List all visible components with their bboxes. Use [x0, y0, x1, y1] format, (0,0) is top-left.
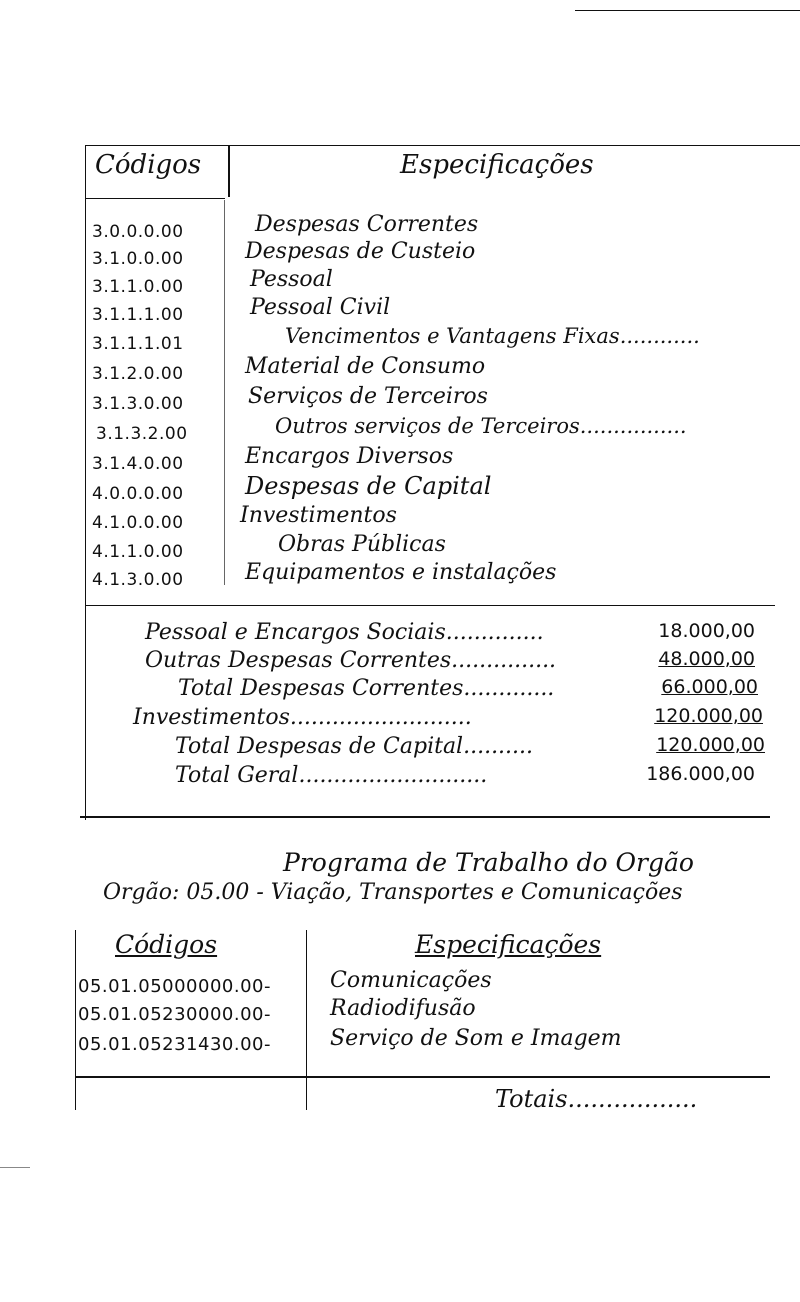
summary-amount: 18.000,00	[658, 620, 755, 642]
table1-row-code: 3.1.1.0.00	[92, 277, 184, 297]
table1-bottom-rule	[85, 605, 775, 606]
table1-top-border	[85, 145, 800, 146]
table2-header-code: Códigos	[115, 930, 218, 959]
table2-row-spec: Serviço de Som e Imagem	[330, 1026, 622, 1051]
table1-row-code: 3.1.2.0.00	[92, 364, 184, 384]
table1-row-spec: Pessoal	[250, 267, 333, 292]
table1-header-rule	[85, 198, 225, 199]
table1-row-code: 3.0.0.0.00	[92, 222, 184, 242]
table1-row-spec: Pessoal Civil	[250, 295, 391, 320]
table1-row-spec: Vencimentos e Vantagens Fixas............	[285, 324, 700, 348]
table1-row-spec: Obras Públicas	[278, 532, 446, 557]
table1-row-spec: Despesas de Capital	[245, 472, 492, 500]
table1-row-code: 3.1.1.1.01	[92, 334, 184, 354]
summary-label: Total Despesas Correntes.............	[178, 676, 555, 701]
summary-row	[175, 734, 765, 759]
summary-left-border	[85, 605, 86, 820]
table1-row-spec: Investimentos	[240, 503, 397, 528]
table1-row-code: 3.1.4.0.00	[92, 454, 184, 474]
summary-amount: 48.000,00	[658, 648, 755, 670]
table1-column-divider	[228, 145, 230, 197]
table1-row-spec: Material de Consumo	[245, 354, 486, 379]
table2-bottom-rule	[75, 1076, 770, 1078]
program-subtitle: Orgão: 05.00 - Viação, Transportes e Comunicações	[103, 880, 683, 905]
summary-amount: 120.000,00	[654, 705, 763, 727]
summary-label: Pessoal e Encargos Sociais..............	[145, 620, 544, 645]
table1-row-code: 4.1.3.0.00	[92, 570, 184, 590]
table1-row-spec: Equipamentos e instalações	[245, 560, 557, 585]
table2-row-spec: Radiodifusão	[330, 996, 476, 1021]
table1-left-border	[85, 145, 86, 605]
summary-label: Investimentos..........................	[133, 705, 472, 730]
table2-totals-label: Totais.................	[495, 1085, 698, 1113]
table1-header-code: Códigos	[95, 150, 202, 180]
summary-amount: 120.000,00	[656, 734, 765, 756]
summary-label: Total Geral...........................	[175, 763, 488, 788]
table2-row-code: 05.01.05231430.00-	[78, 1034, 271, 1055]
summary-row	[178, 676, 758, 701]
summary-row	[133, 705, 763, 730]
top-rule	[575, 10, 800, 11]
summary-label: Total Despesas de Capital..........	[175, 734, 534, 759]
table1-row-code: 3.1.3.2.00	[96, 424, 188, 444]
summary-amount: 186.000,00	[646, 763, 755, 785]
program-title: Programa de Trabalho do Orgão	[283, 848, 694, 877]
table1-row-code: 4.0.0.0.00	[92, 484, 184, 504]
summary-label: Outras Despesas Correntes...............	[145, 648, 557, 673]
summary-row	[175, 763, 755, 788]
table2-row-code: 05.01.05230000.00-	[78, 1004, 271, 1025]
summary-row	[145, 648, 755, 673]
table2-header-spec: Especificações	[415, 930, 602, 959]
summary-row	[145, 620, 755, 645]
table1-row-code: 3.1.1.1.00	[92, 305, 184, 325]
table1-header-spec: Especificações	[400, 150, 594, 180]
scan-mark	[0, 1167, 30, 1168]
summary-amount: 66.000,00	[661, 676, 758, 698]
summary-bottom-rule	[80, 816, 770, 818]
table1-row-spec: Serviços de Terceiros	[248, 384, 488, 409]
table1-row-code: 3.1.0.0.00	[92, 249, 184, 269]
table1-row-code: 4.1.1.0.00	[92, 542, 184, 562]
table2-left-border	[75, 930, 76, 1110]
table2-row-code: 05.01.05000000.00-	[78, 976, 271, 997]
table1-row-code: 3.1.3.0.00	[92, 394, 184, 414]
table1-row-code: 4.1.0.0.00	[92, 513, 184, 533]
table2-column-divider	[306, 930, 307, 1110]
table1-row-spec: Despesas Correntes	[255, 212, 479, 237]
table1-row-spec: Despesas de Custeio	[245, 239, 476, 264]
table2-row-spec: Comunicações	[330, 968, 492, 993]
table1-row-spec: Outros serviços de Terceiros................	[275, 414, 687, 438]
table1-row-spec: Encargos Diversos	[245, 444, 454, 469]
table1-column-divider-lower	[224, 200, 225, 585]
